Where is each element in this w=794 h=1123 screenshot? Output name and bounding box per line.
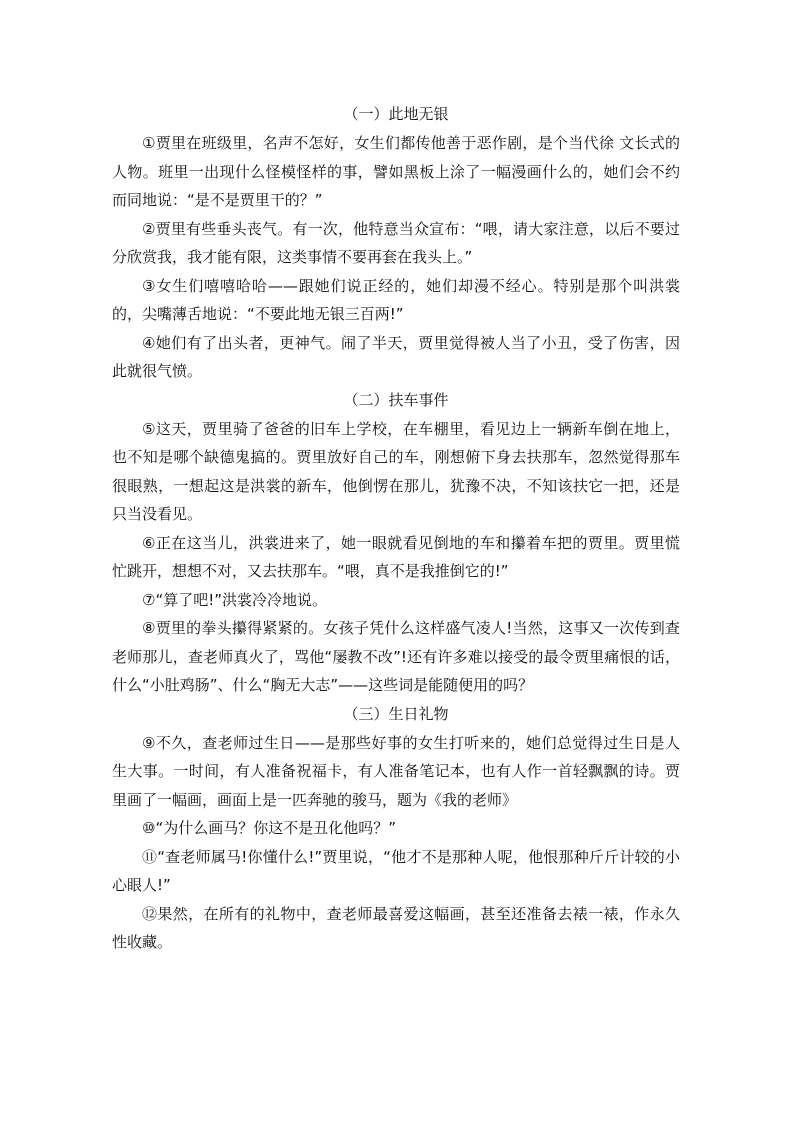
- paragraph: ③女生们嘻嘻哈哈——跟她们说正经的，她们却漫不经心。特别是那个叫洪裳的，尖嘴薄舌地说：“不要此地无银三百两!”: [112, 276, 680, 323]
- paragraph: ②贾里有些垂头丧气。有一次，他特意当众宣布：“喂，请大家注意，以后不要过分欣赏我，我才能有限，这类事情不要再套在我头上。”: [112, 219, 680, 266]
- section-1: [112, 100, 680, 386]
- paragraph: ⑧贾里的拳头攥得紧紧的。女孩子凭什么这样盛气凌人!当然，这事又一次传到查老师那儿，查老师真火了，骂他“屡教不改”!还有许多难以接受的最令贾里痛恨的话，什么“小肚鸡肠”、什么“胸无大志”——这些词是能随便用的吗？: [112, 619, 680, 694]
- paragraph: ④她们有了出头者，更神气。闹了半天，贾里觉得被人当了小丑，受了伤害，因此就很气愤。: [112, 333, 680, 380]
- section-title: （一）此地无银: [343, 105, 449, 123]
- paragraph: ⑨不久，查老师过生日——是那些好事的女生打听来的，她们总觉得过生日是人生大事。一时间，有人准备祝福卡，有人准备笔记本，也有人作一首轻飘飘的诗。贾里画了一幅画，画面上是一匹奔驰的骏马，题为《我的老师》: [112, 733, 680, 809]
- paragraph: ⑥正在这当儿，洪裳进来了，她一眼就看见倒地的车和攥着车把的贾里。贾里慌忙跳开，想想不对，又去扶那车。“喂，真不是我推倒它的!”: [112, 533, 680, 580]
- section-3: [112, 700, 680, 957]
- paragraph: ①贾里在班级里，名声不怎好，女生们都传他善于恶作剧，是个当代徐 文长式的人物。班里一出现什么怪模怪样的事，譬如黑板上涂了一幅漫画什么的，她们会不约而同地说：“是不是贾里干的？”: [112, 134, 680, 209]
- paragraph: ⑦“算了吧!”洪裳冷冷地说。: [142, 590, 328, 609]
- article-body: [112, 100, 680, 957]
- section-title: （三）生日礼物: [343, 704, 449, 723]
- section-title: （二）扶车事件: [343, 390, 449, 409]
- paragraph: ⑫果然，在所有的礼物中，查老师最喜爱这幅画，甚至还准备去裱一裱，作永久性收藏。: [112, 904, 680, 951]
- paragraph: ⑪“查老师属马!你懂什么!”贾里说，“他才不是那种人呢，他恨那种斤斤计较的小心眼人!”: [112, 847, 680, 894]
- paragraph: ⑤这天，贾里骑了爸爸的旧车上学校，在车棚里，看见边上一辆新车倒在地上，也不知是哪个缺德鬼搞的。贾里放好自己的车，刚想俯下身去扶那车，忽然觉得那车很眼熟，一想起这是洪裳的新车，他倒愣在那儿，犹豫不决，不知该扶它一把，还是只当没看见。: [112, 419, 680, 523]
- paragraph: ⑩“为什么画马？你这不是丑化他吗？”: [142, 819, 396, 837]
- section-2: [112, 386, 680, 700]
